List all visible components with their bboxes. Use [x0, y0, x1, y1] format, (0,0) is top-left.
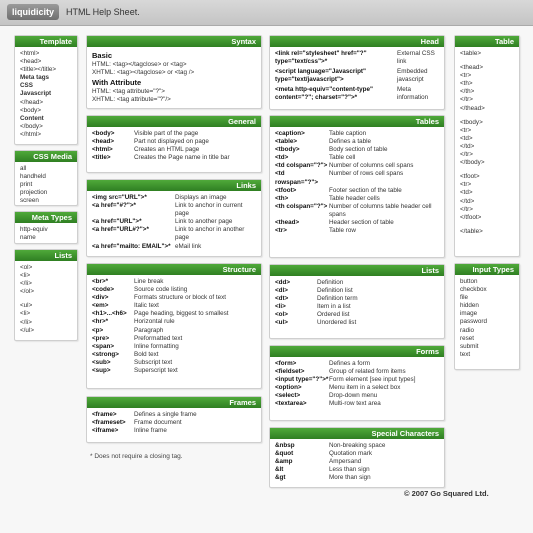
- tag-key: <br>*: [92, 278, 109, 285]
- tag-key: <a href="URL">*: [92, 218, 142, 226]
- tag-description: Superscript text: [134, 367, 178, 375]
- tag-key: <h1>...<h6>: [92, 310, 127, 318]
- list-item: </tr>: [460, 205, 473, 213]
- list-item: radio: [460, 326, 475, 334]
- table-row: [275, 130, 440, 138]
- general-box: [86, 115, 262, 173]
- tag-key: <code>: [92, 286, 115, 294]
- lists-mid-rows: [270, 276, 444, 331]
- table-row: [275, 170, 440, 186]
- tables-rows: [270, 127, 444, 238]
- table-row: [275, 442, 440, 450]
- meta-types-box: [14, 211, 78, 244]
- table-row: [92, 130, 257, 138]
- table-row: [275, 187, 440, 195]
- list-item: CSS: [20, 82, 33, 90]
- list-item: </ul>: [20, 326, 35, 334]
- tag-key: <p>: [92, 326, 104, 334]
- list-item: </tbody>: [460, 159, 485, 167]
- table-row: [275, 86, 440, 102]
- tag-key: <sub>: [92, 358, 111, 366]
- general-header: General: [87, 116, 261, 127]
- table-row: [275, 368, 440, 376]
- table-row: [92, 202, 257, 218]
- tag-key: <form>: [275, 360, 297, 367]
- list-item: hidden: [460, 302, 479, 310]
- tag-description: Ampersand: [329, 458, 362, 466]
- css-media-header: CSS Media: [15, 151, 77, 162]
- list-item: <body>: [20, 106, 42, 114]
- footnote: * Does not require a closing tag.: [90, 453, 183, 460]
- lists-left-list: [15, 261, 77, 338]
- syntax-basic-xhtml: XHTML: <tag></tagclose> or <tag />: [92, 69, 195, 77]
- table-row: [275, 162, 440, 170]
- tag-description: Inline formatting: [134, 342, 179, 350]
- list-item: projection: [20, 189, 48, 197]
- tables-box: [269, 115, 445, 258]
- tag-key: <em>: [92, 302, 109, 310]
- tag-key: <input type="?">*: [275, 376, 329, 384]
- tag-description: Creates the Page name in title bar: [134, 154, 230, 162]
- list-item: <li>: [20, 272, 31, 280]
- table-row: [275, 466, 440, 474]
- logo: liquidicity: [7, 4, 59, 20]
- tag-key: <tfoot>: [275, 186, 297, 194]
- tag-key: <textarea>: [275, 400, 307, 408]
- tag-key: &nbsp: [275, 442, 295, 449]
- list-item: </body>: [20, 122, 43, 130]
- list-item: print: [20, 181, 33, 189]
- structure-box: [86, 263, 262, 389]
- table-row: [92, 243, 257, 251]
- tag-description: Unordered list: [317, 319, 357, 327]
- lists-mid-header: Lists: [270, 265, 444, 276]
- table-row: [275, 319, 440, 327]
- table-row: [275, 287, 440, 295]
- tag-description: Item in a list: [317, 303, 351, 311]
- tag-key: <sup>: [92, 367, 111, 375]
- special-rows: [270, 439, 444, 485]
- table-row: [275, 195, 440, 203]
- syntax-basic-heading: Basic: [92, 51, 113, 60]
- tag-key: <a href="mailto: EMAIL">*: [92, 242, 171, 250]
- tag-key: <ol>: [275, 311, 288, 319]
- tag-description: Frame document: [134, 419, 182, 427]
- table-row: [92, 286, 257, 294]
- tag-key: <select>: [275, 392, 301, 400]
- tag-key: <body>: [92, 130, 115, 137]
- table-row: [92, 218, 257, 226]
- tag-description: Number of rows cell spans: [329, 170, 404, 178]
- syntax-box: [86, 35, 262, 109]
- tag-key: &amp: [275, 458, 293, 466]
- list-item: <tr>: [460, 181, 472, 189]
- tag-description: More than sign: [329, 474, 371, 482]
- table-row: [92, 327, 257, 335]
- tag-description: Italic text: [134, 302, 159, 310]
- list-item: http-equiv: [20, 226, 48, 233]
- list-item: <html>: [20, 50, 40, 57]
- list-item: text: [460, 350, 471, 358]
- table-row: [275, 146, 440, 154]
- tag-description: Group of related form items: [329, 368, 406, 376]
- list-item: </th>: [460, 88, 475, 96]
- tag-description: Ordered list: [317, 311, 350, 319]
- tag-description: Definition term: [317, 295, 358, 303]
- special-box: [269, 427, 445, 488]
- list-item: Javascript: [20, 90, 52, 98]
- meta-types-header: Meta Types: [15, 212, 77, 223]
- table-row: [92, 419, 257, 427]
- head-header: Head: [270, 36, 444, 47]
- syntax-header: Syntax: [87, 36, 261, 47]
- tag-description: Paragraph: [134, 326, 164, 334]
- list-item: name: [20, 234, 36, 242]
- input-types-header: Input Types: [455, 264, 519, 275]
- tag-description: Bold text: [134, 350, 159, 358]
- tag-key: <strong>: [92, 350, 119, 358]
- table-row: [92, 367, 257, 375]
- table-row: [92, 146, 257, 154]
- links-header: Links: [87, 180, 261, 191]
- table-row: [92, 359, 257, 367]
- tag-key: <dd>: [275, 279, 291, 286]
- tag-key: <tbody>: [275, 146, 300, 154]
- tag-description: Visible part of the page: [134, 130, 199, 137]
- tag-description: Menu item in a select box: [329, 384, 401, 392]
- tag-description: Link to anchor in current page: [175, 202, 243, 218]
- list-item: checkbox: [460, 286, 487, 294]
- list-item: <tr>: [460, 72, 472, 80]
- structure-rows: [87, 275, 261, 378]
- tag-description: Table caption: [329, 130, 367, 137]
- list-item: </ol>: [20, 288, 35, 296]
- css-media-list: [15, 162, 77, 208]
- list-item: <ol>: [20, 264, 33, 271]
- tag-key: <thead>: [275, 219, 300, 227]
- table-row: [92, 310, 257, 318]
- list-item: file: [460, 294, 469, 302]
- table-row: [92, 138, 257, 146]
- top-bar: [0, 0, 533, 26]
- tag-description: Definition list: [317, 287, 353, 295]
- structure-header: Structure: [87, 264, 261, 275]
- template-header: Template: [15, 36, 77, 47]
- tag-description: Line break: [134, 278, 164, 285]
- table-row: [92, 278, 257, 286]
- list-item: <th>: [460, 80, 473, 88]
- tag-key: &gt: [275, 474, 286, 482]
- table-row: [92, 226, 257, 242]
- tag-key: <span>: [92, 342, 115, 350]
- list-item: reset: [460, 334, 474, 342]
- tag-description: Table cell: [329, 154, 356, 162]
- table-row: [275, 154, 440, 162]
- table-row: [92, 351, 257, 359]
- tag-key: <script language="Javascript" type="text/javascript">: [275, 68, 367, 84]
- tag-description: eMail link: [175, 242, 202, 250]
- list-item: </table>: [460, 227, 483, 235]
- table-tags-list: [455, 47, 519, 239]
- table-row: [92, 194, 257, 202]
- list-item: handheld: [20, 173, 46, 181]
- forms-box: [269, 345, 445, 421]
- tag-description: Footer section of the table: [329, 186, 402, 194]
- table-row: [275, 279, 440, 287]
- input-types-list: [455, 275, 519, 362]
- copyright: © 2007 Go Squared Ltd.: [404, 489, 489, 498]
- table-row: [275, 68, 440, 84]
- tag-key: <caption>: [275, 130, 305, 137]
- tag-key: <li>: [275, 303, 286, 311]
- lists-mid-box: [269, 264, 445, 339]
- tag-description: Preformatted text: [134, 334, 183, 342]
- list-item: <tr>: [460, 126, 472, 134]
- tag-description: Creates an HTML page: [134, 146, 200, 154]
- tag-key: <th colspan="?">: [275, 202, 328, 210]
- tag-description: Embedded javascript: [397, 68, 428, 84]
- tag-description: Header section of table: [329, 219, 394, 227]
- tag-key: &quot: [275, 450, 294, 458]
- tag-key: <dt>: [275, 295, 289, 303]
- tag-description: External CSS link: [397, 50, 435, 66]
- tag-key: <tr>: [275, 227, 287, 235]
- tag-key: <a href="#?">*: [92, 202, 136, 210]
- list-item: all: [20, 165, 27, 172]
- tag-description: Drop-down menu: [329, 392, 378, 400]
- tag-description: Defines a form: [329, 360, 370, 367]
- tag-description: Formats structure or block of text: [134, 294, 227, 302]
- tag-key: <a href="URL#?">*: [92, 226, 149, 234]
- list-item: Content: [20, 114, 44, 122]
- syntax-attr-heading: With Attribute: [92, 78, 142, 88]
- tag-key: <dl>: [275, 287, 288, 295]
- syntax-basic-html: HTML: <tag></tagclose> or <tag>: [92, 61, 187, 68]
- tag-key: <head>: [92, 138, 115, 146]
- table-row: [275, 458, 440, 466]
- frames-rows: [87, 408, 261, 438]
- head-box: [269, 35, 445, 110]
- table-row: [92, 294, 257, 302]
- tag-description: Multi-row text area: [329, 400, 381, 408]
- tag-key: <link rel="stylesheet" href="?" type="text/css">*: [275, 50, 367, 66]
- template-box: [14, 35, 78, 145]
- meta-types-list: [15, 223, 77, 245]
- tag-description: Page heading, biggest to smallest: [134, 310, 229, 318]
- list-item: <table>: [460, 50, 482, 57]
- tag-key: <meta http-equiv="content-type" content="?"; charset="?">*: [275, 86, 373, 102]
- table-row: [92, 302, 257, 310]
- list-item: </thead>: [460, 104, 485, 112]
- input-types-box: [454, 263, 520, 370]
- tag-key: <th>: [275, 194, 289, 202]
- table-row: [275, 384, 440, 392]
- list-item: </tr>: [460, 96, 473, 104]
- table-row: [275, 138, 440, 146]
- tag-description: Meta information: [397, 86, 429, 102]
- tag-description: Quotation mark: [329, 450, 373, 458]
- frames-header: Frames: [87, 397, 261, 408]
- list-item: image: [460, 310, 478, 318]
- tag-description: Horizontal rule: [134, 318, 175, 326]
- table-row: [275, 400, 440, 408]
- forms-rows: [270, 357, 444, 412]
- table-row: [275, 376, 440, 384]
- table-row: [92, 343, 257, 351]
- list-item: <td>: [460, 189, 473, 197]
- table-row: [275, 360, 440, 368]
- table-row: [92, 154, 257, 162]
- list-item: <ul>: [20, 302, 33, 310]
- list-item: </td>: [460, 142, 475, 150]
- tag-description: Table row: [329, 227, 356, 235]
- tag-key: <option>: [275, 384, 302, 392]
- list-item: <thead>: [460, 64, 484, 72]
- tag-key: <title>: [92, 154, 111, 162]
- general-rows: [87, 127, 261, 165]
- tag-description: Source code listing: [134, 286, 188, 294]
- tag-key: <div>: [92, 294, 109, 302]
- tag-description: Number of columns table header cell spans: [329, 202, 432, 218]
- table-row: [275, 219, 440, 227]
- lists-left-header: Lists: [15, 250, 77, 261]
- tag-key: <frame>: [92, 411, 117, 418]
- tag-key: <frameset>: [92, 419, 126, 427]
- tag-key: <pre>: [92, 334, 110, 342]
- tag-key: <iframe>: [92, 427, 119, 435]
- list-item: </td>: [460, 197, 475, 205]
- page-title: HTML Help Sheet.: [66, 7, 140, 17]
- tag-key: <table>: [275, 138, 298, 146]
- list-item: <head>: [20, 58, 42, 66]
- tag-description: Subscript text: [134, 358, 173, 366]
- table-row: [92, 411, 257, 419]
- list-item: </li>: [20, 280, 32, 288]
- syntax-attr-xhtml: XHTML: <tag attribute="?"/>: [92, 96, 171, 104]
- tag-description: Definition: [317, 279, 344, 286]
- table-tags-header: Table: [455, 36, 519, 47]
- css-media-box: [14, 150, 78, 206]
- tag-key: <fieldset>: [275, 368, 305, 376]
- list-item: <td>: [460, 134, 473, 142]
- table-row: [275, 311, 440, 319]
- tag-description: Non-breaking space: [329, 442, 386, 449]
- list-item: password: [460, 318, 487, 326]
- table-row: [275, 392, 440, 400]
- list-item: </tfoot>: [460, 213, 482, 221]
- list-item: </html>: [20, 130, 41, 138]
- forms-header: Forms: [270, 346, 444, 357]
- template-list: [15, 47, 77, 142]
- tag-key: &lt: [275, 466, 284, 474]
- head-rows: [270, 47, 444, 108]
- table-row: [92, 335, 257, 343]
- table-row: [275, 203, 440, 219]
- tag-description: Form element [see input types]: [329, 376, 416, 384]
- table-row: [92, 318, 257, 326]
- list-item: screen: [20, 197, 39, 205]
- table-tags-box: [454, 35, 520, 257]
- links-rows: [87, 191, 261, 254]
- list-item: <tbody>: [460, 118, 483, 126]
- tag-description: Body section of table: [329, 146, 388, 154]
- tag-key: <img src="URL">*: [92, 194, 147, 201]
- tag-description: Inline frame: [134, 427, 167, 435]
- list-item: Meta tags: [20, 74, 50, 82]
- frames-box: [86, 396, 262, 443]
- list-item: <title></title>: [20, 66, 57, 74]
- table-row: [275, 295, 440, 303]
- table-row: [275, 227, 440, 235]
- list-item: <tfoot>: [460, 173, 480, 181]
- table-row: [275, 303, 440, 311]
- tag-description: Table header cells: [329, 194, 380, 202]
- tag-key: <td colspan="?">: [275, 162, 328, 170]
- list-item: button: [460, 278, 478, 285]
- list-item: <li>: [20, 310, 31, 318]
- tag-description: Number of columns cell spans: [329, 162, 414, 170]
- tables-header: Tables: [270, 116, 444, 127]
- tag-description: Link to anchor in another page: [175, 226, 245, 242]
- tag-description: Defines a single frame: [134, 411, 197, 418]
- list-item: </tr>: [460, 151, 473, 159]
- tag-description: Defines a table: [329, 138, 372, 146]
- list-item: </head>: [20, 98, 44, 106]
- list-item: submit: [460, 342, 479, 350]
- special-header: Special Characters: [270, 428, 444, 439]
- table-row: [275, 450, 440, 458]
- lists-left-box: [14, 249, 78, 341]
- tag-key: <ul>: [275, 319, 288, 327]
- table-row: [275, 50, 440, 66]
- tag-description: Link to another page: [175, 218, 233, 226]
- table-row: [92, 427, 257, 435]
- tag-description: Displays an image: [175, 194, 227, 201]
- tag-key: <html>: [92, 146, 113, 154]
- syntax-attr-html: HTML: <tag attribute="?">: [92, 88, 165, 96]
- links-box: [86, 179, 262, 257]
- tag-description: Less than sign: [329, 466, 370, 474]
- tag-description: Part not displayed on page: [134, 138, 209, 146]
- tag-key: <hr>*: [92, 318, 109, 326]
- tag-key: <td>: [275, 154, 289, 162]
- tag-key: <td rowspan="?">: [275, 170, 319, 186]
- list-item: </li>: [20, 318, 32, 326]
- table-row: [275, 474, 440, 482]
